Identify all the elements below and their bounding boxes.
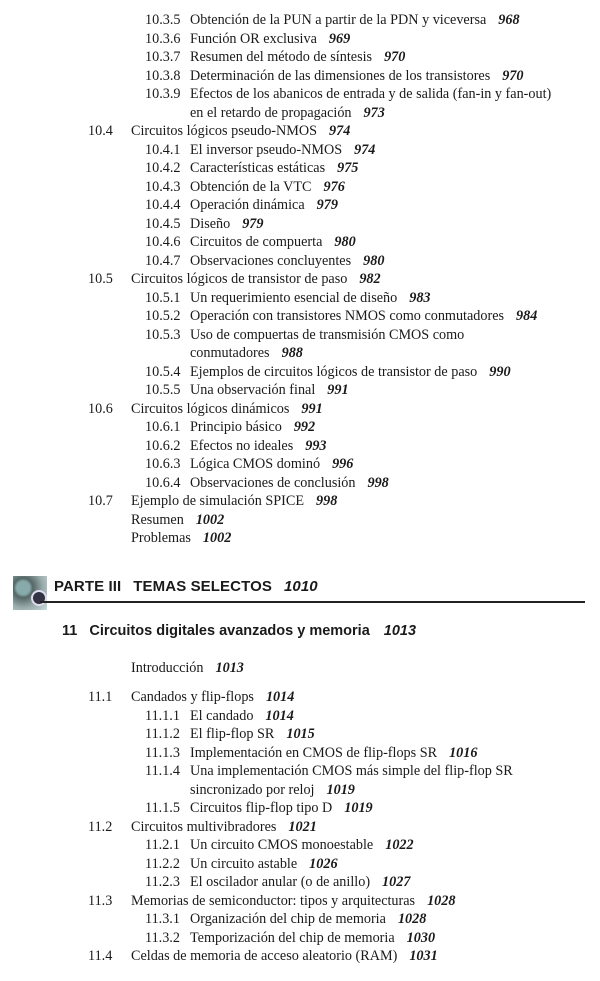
entry-title: Circuitos multivibradores <box>131 818 277 835</box>
part-name: TEMAS SELECTOS <box>133 578 272 595</box>
toc-entry <box>0 529 600 548</box>
entry-title: Efectos no ideales <box>190 437 294 454</box>
toc-entry <box>0 48 600 67</box>
entry-page: 992 <box>293 419 316 435</box>
entry-number: 10.5 <box>88 271 113 287</box>
entry-page: 980 <box>334 234 356 250</box>
entry-page: 979 <box>242 215 264 232</box>
toc-top-section <box>0 11 600 548</box>
entry-number: 11.3.1 <box>145 911 180 927</box>
entry-page: 1027 <box>382 874 411 890</box>
entry-title: Observaciones de conclusión <box>190 474 356 491</box>
entry-page: 1031 <box>409 948 438 964</box>
entry-page: 1002 <box>195 511 225 528</box>
toc-entry <box>0 122 600 141</box>
toc-entry <box>0 381 600 400</box>
entry-number: 10.5.2 <box>145 308 181 324</box>
entry-page: 979 <box>316 197 338 213</box>
entry-title: Implementación en CMOS de flip-flops SR <box>190 744 438 761</box>
entry-title: Características estáticas <box>190 160 326 176</box>
entry-page: 974 <box>354 141 376 158</box>
entry-number: 11.2.2 <box>145 855 180 872</box>
toc-entry <box>0 947 600 966</box>
chapter-heading <box>62 623 416 639</box>
toc-entry <box>0 307 600 326</box>
entry-page: 1015 <box>286 726 315 742</box>
entry-page: 1016 <box>449 744 478 761</box>
entry-page: 980 <box>363 252 385 269</box>
entry-number: 10.4.1 <box>145 141 181 158</box>
entry-number: 11.1.5 <box>145 800 180 816</box>
entry-number: 10.4.2 <box>145 160 181 176</box>
entry-title: Un circuito astable <box>190 855 298 872</box>
entry-page: 1028 <box>427 892 456 909</box>
entry-title: sincronizado por reloj <box>190 781 315 798</box>
entry-page: 973 <box>363 104 385 121</box>
entry-title: Circuitos flip-flop tipo D <box>190 800 333 816</box>
entry-number: 10.5.1 <box>145 289 181 306</box>
entry-title: Lógica CMOS dominó <box>190 456 321 472</box>
entry-number: 10.6 <box>88 400 113 417</box>
entry-number: 10.3.5 <box>145 12 181 28</box>
toc-entry <box>0 67 600 86</box>
entry-page: 1019 <box>344 800 373 816</box>
entry-page: 991 <box>327 382 349 398</box>
entry-number: 11.3 <box>88 892 113 909</box>
toc-entry <box>0 30 600 49</box>
toc-entry <box>0 233 600 252</box>
entry-title: en el retardo de propagación <box>190 104 352 121</box>
entry-number: 10.4.3 <box>145 178 181 195</box>
entry-title: Un requerimiento esencial de diseño <box>190 289 398 306</box>
toc-bottom-section <box>0 688 600 966</box>
entry-title: Temporización del chip de memoria <box>190 929 395 946</box>
entry-page: 1022 <box>385 837 414 853</box>
part-decorative-icon <box>13 576 47 610</box>
entry-title: Operación dinámica <box>190 197 305 213</box>
entry-page: 1021 <box>288 818 317 835</box>
entry-page: 983 <box>409 289 431 306</box>
entry-title: Ejemplos de circuitos lógicos de transistor de paso <box>190 363 478 380</box>
entry-number: 10.4.6 <box>145 234 181 250</box>
toc-entry <box>0 707 600 726</box>
toc-entry <box>0 688 600 707</box>
entry-number: 10.3.6 <box>145 30 181 47</box>
entry-title: Operación con transistores NMOS como conmutadores <box>190 308 505 324</box>
entry-title: Efectos de los abanicos de entrada y de salida (fan-in y fan-out) <box>190 86 552 102</box>
toc-entry <box>0 725 600 744</box>
entry-title: Función OR exclusiva <box>190 30 317 47</box>
entry-title: Ejemplo de simulación SPICE <box>131 493 304 509</box>
entry-title: El candado <box>190 707 254 724</box>
entry-number: 11.1.1 <box>145 707 180 724</box>
entry-page: 988 <box>281 345 303 361</box>
chapter-title: Circuitos digitales avanzados y memoria <box>89 623 370 639</box>
entry-page: 976 <box>323 178 345 195</box>
toc-entry <box>0 892 600 911</box>
entry-title: Candados y flip-flops <box>131 689 254 705</box>
toc-entry <box>0 289 600 308</box>
entry-page: 1014 <box>265 689 295 705</box>
entry-number: 10.3.9 <box>145 86 181 102</box>
toc-entry-continuation <box>0 781 600 800</box>
toc-entry <box>0 11 600 30</box>
toc-entry <box>0 363 600 382</box>
entry-page: 991 <box>301 400 323 417</box>
entry-page: 1014 <box>265 707 294 724</box>
entry-page: 1019 <box>326 781 355 798</box>
toc-entry <box>0 855 600 874</box>
entry-title: Un circuito CMOS monoestable <box>190 837 374 853</box>
entry-title: Introducción <box>131 660 204 676</box>
entry-title: Resumen <box>131 511 184 528</box>
entry-number: 10.3.8 <box>145 67 181 84</box>
part-page: 1010 <box>283 578 318 595</box>
entry-page: 970 <box>502 67 524 84</box>
entry-title: Celdas de memoria de acceso aleatorio (RAM) <box>131 948 398 964</box>
entry-title: Observaciones concluyentes <box>190 252 352 269</box>
toc-entry <box>0 474 600 493</box>
entry-number: 10.4.4 <box>145 197 181 213</box>
toc-entry <box>0 873 600 892</box>
toc-entry <box>0 818 600 837</box>
entry-title: El flip-flop SR <box>190 726 275 742</box>
entry-page: 975 <box>337 160 359 176</box>
entry-title: Circuitos lógicos de transistor de paso <box>131 271 348 287</box>
toc-entry <box>0 762 600 781</box>
entry-page: 1028 <box>397 911 427 927</box>
entry-page: 968 <box>498 12 520 28</box>
entry-page: 1030 <box>406 929 436 946</box>
toc-entry <box>0 744 600 763</box>
toc-entry <box>0 799 600 818</box>
entry-title: Obtención de la VTC <box>190 178 312 195</box>
entry-title: Una implementación CMOS más simple del flip-flop SR <box>190 763 513 779</box>
entry-number: 10.3.7 <box>145 49 181 65</box>
toc-entry <box>0 270 600 289</box>
entry-title: Organización del chip de memoria <box>190 911 386 927</box>
entry-page: 969 <box>328 30 351 47</box>
toc-entry <box>0 455 600 474</box>
entry-page: 1026 <box>309 855 338 872</box>
entry-number: 11.2.3 <box>145 874 180 890</box>
entry-page: 982 <box>359 271 381 287</box>
entry-number: 11.1 <box>88 689 113 705</box>
entry-number: 11.1.4 <box>145 763 180 779</box>
toc-entry <box>0 141 600 160</box>
entry-title: El oscilador anular (o de anillo) <box>190 874 371 890</box>
toc-entry <box>0 326 600 345</box>
toc-entry <box>0 418 600 437</box>
entry-number: 10.5.5 <box>145 382 181 398</box>
entry-page: 1013 <box>215 660 244 676</box>
entry-title: Obtención de la PUN a partir de la PDN y viceversa <box>190 12 487 28</box>
entry-title: Diseño <box>190 215 231 232</box>
entry-number: 11.1.2 <box>145 726 180 742</box>
part-divider <box>40 601 585 603</box>
toc-entry <box>0 437 600 456</box>
entry-page: 984 <box>516 308 538 324</box>
entry-number: 10.5.4 <box>145 363 181 380</box>
toc-entry <box>0 910 600 929</box>
toc-entry <box>0 929 600 948</box>
entry-title: Problemas <box>131 530 191 546</box>
toc-entry-continuation <box>0 104 600 123</box>
chapter-page: 1013 <box>383 623 417 639</box>
entry-number: 11.2.1 <box>145 837 180 853</box>
entry-title: Circuitos de compuerta <box>190 234 323 250</box>
entry-number: 11.3.2 <box>145 929 180 946</box>
entry-page: 998 <box>367 474 389 491</box>
toc-entry-introduccion <box>0 659 600 678</box>
entry-number: 10.5.3 <box>145 326 181 343</box>
entry-page: 1002 <box>202 530 232 546</box>
entry-title: Principio básico <box>190 419 282 435</box>
entry-number: 10.6.4 <box>145 474 181 491</box>
entry-number: 10.4 <box>88 123 113 139</box>
entry-title: conmutadores <box>190 345 270 361</box>
entry-page: 990 <box>489 363 511 380</box>
entry-number: 10.4.5 <box>145 215 181 232</box>
toc-entry <box>0 492 600 511</box>
entry-title: Memorias de semiconductor: tipos y arquitecturas <box>131 892 416 909</box>
entry-number: 10.7 <box>88 493 113 509</box>
entry-title: Circuitos lógicos pseudo-NMOS <box>131 123 318 139</box>
entry-title: Resumen del método de síntesis <box>190 49 373 65</box>
toc-entry <box>0 178 600 197</box>
entry-number: 10.6.1 <box>145 419 181 435</box>
toc-entry <box>0 400 600 419</box>
toc-entry <box>0 85 600 104</box>
entry-page: 993 <box>305 437 327 454</box>
entry-title: Determinación de las dimensiones de los transistores <box>190 67 491 84</box>
entry-number: 11.1.3 <box>145 744 180 761</box>
entry-number: 10.4.7 <box>145 252 181 269</box>
toc-entry <box>0 215 600 234</box>
entry-number: 10.6.3 <box>145 456 181 472</box>
entry-title: Circuitos lógicos dinámicos <box>131 400 290 417</box>
part-header <box>0 568 600 604</box>
entry-page: 998 <box>316 493 338 509</box>
chapter-number: 11 <box>62 623 78 639</box>
toc-entry <box>0 836 600 855</box>
entry-page: 996 <box>332 456 354 472</box>
toc-entry <box>0 252 600 271</box>
entry-page: 970 <box>384 49 406 65</box>
entry-number: 10.6.2 <box>145 437 181 454</box>
toc-entry <box>0 196 600 215</box>
toc-entry-continuation <box>0 344 600 363</box>
part-label: PARTE III <box>54 578 122 595</box>
entry-title: Uso de compuertas de transmisión CMOS como <box>190 326 465 343</box>
entry-title: El inversor pseudo-NMOS <box>190 141 343 158</box>
part-title <box>54 578 318 595</box>
entry-number: 11.2 <box>88 818 113 835</box>
entry-page: 974 <box>329 123 351 139</box>
toc-entry <box>0 511 600 530</box>
entry-number: 11.4 <box>88 948 113 964</box>
entry-title: Una observación final <box>190 382 316 398</box>
toc-entry <box>0 159 600 178</box>
